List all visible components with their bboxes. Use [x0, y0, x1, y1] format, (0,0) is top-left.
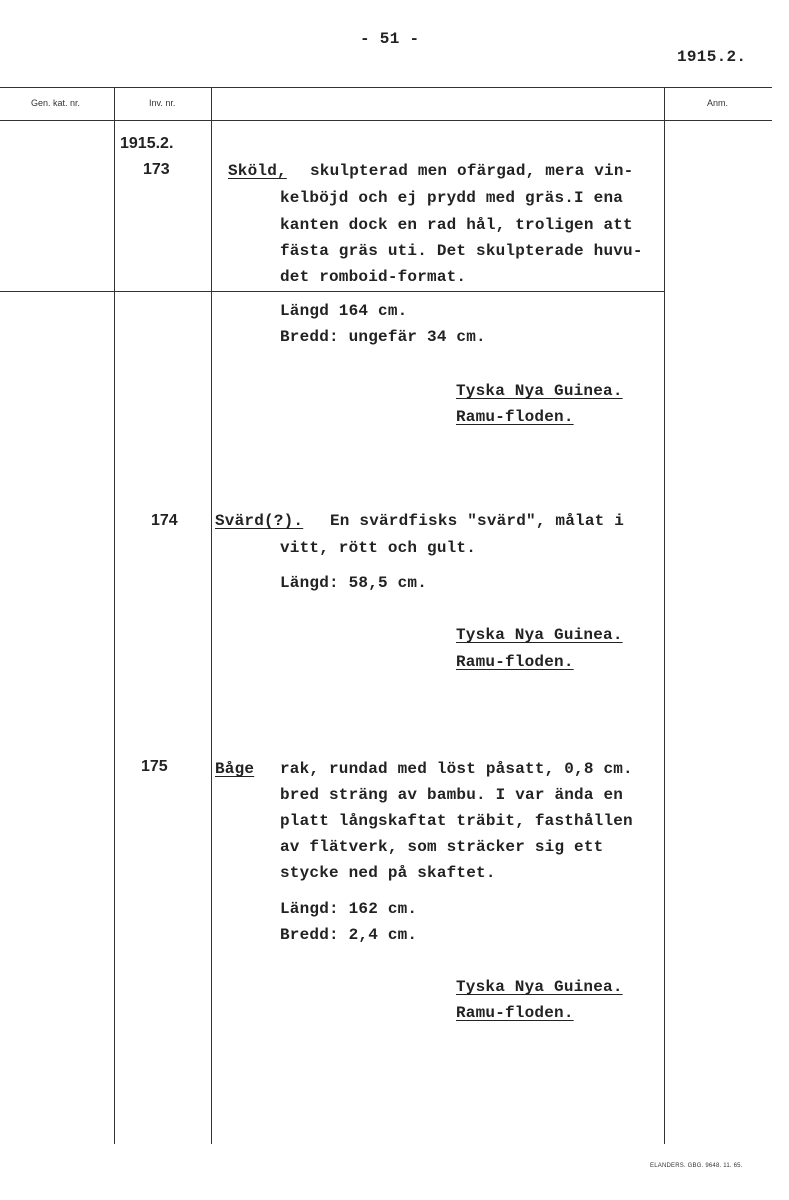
entry-175-line-3: platt långskaftat träbit, fasthållen [280, 812, 633, 830]
column-divider-desc-anm [664, 87, 665, 1144]
entry-173-line-1: skulpterad men ofärgad, mera vin- [310, 162, 634, 180]
entry-173-width: Bredd: ungefär 34 cm. [280, 328, 486, 346]
column-divider-inv-desc [211, 87, 212, 1144]
entry-173-line-4: fästa gräs uti. Det skulpterade huvu- [280, 242, 643, 260]
entry-174-origin-region: Tyska Nya Guinea. [456, 626, 623, 644]
entry-173-year: 1915.2. [120, 135, 174, 152]
header-top-rule [0, 87, 772, 88]
entry-173-line-2: kelböjd och ej prydd med gräs.I ena [280, 189, 624, 207]
entry-173-line-3: kanten dock en rad hål, troligen att [280, 216, 633, 234]
column-header-gen-kat-nr: Gen. kat. nr. [31, 98, 81, 108]
entry-173-number: 173 [143, 161, 170, 178]
catalog-year-header: 1915.2. [677, 48, 747, 66]
printer-mark: ELANDERS. GBG. 9648. 11. 65. [650, 1163, 743, 1169]
entry-174-line-1: En svärdfisks "svärd", målat i [330, 512, 625, 530]
entry-173-title: Sköld, [228, 162, 287, 180]
entry-173-line-5: det romboid-format. [280, 268, 467, 286]
header-bottom-rule [0, 120, 772, 121]
entry-175-origin-region: Tyska Nya Guinea. [456, 978, 623, 996]
entry-173-origin-river: Ramu-floden. [456, 408, 574, 426]
entry-175-line-1: rak, rundad med löst påsatt, 0,8 cm. [280, 760, 633, 778]
column-header-inv-nr: Inv. nr. [149, 98, 176, 108]
column-divider-gen-inv [114, 87, 115, 1144]
entry-175-line-4: av flätverk, som sträcker sig ett [280, 838, 604, 856]
entry-175-title: Båge [215, 760, 255, 778]
entry-174-number: 174 [151, 512, 178, 529]
entry-175-width: Bredd: 2,4 cm. [280, 926, 418, 944]
entry-174-title: Svärd(?). [215, 512, 304, 530]
entry-175-length: Längd: 162 cm. [280, 900, 418, 918]
entry-174-line-2: vitt, rött och gult. [280, 539, 477, 557]
entry-175-number: 175 [141, 758, 168, 775]
entry-175-origin-river: Ramu-floden. [456, 1004, 574, 1022]
entry-173-origin-region: Tyska Nya Guinea. [456, 382, 623, 400]
row-separator-rule [0, 291, 665, 292]
entry-174-length: Längd: 58,5 cm. [280, 574, 428, 592]
entry-173-length: Längd 164 cm. [280, 302, 408, 320]
page-number: - 51 - [360, 30, 420, 48]
entry-175-line-5: stycke ned på skaftet. [280, 864, 496, 882]
entry-175-line-2: bred sträng av bambu. I var ända en [280, 786, 624, 804]
entry-174-origin-river: Ramu-floden. [456, 653, 574, 671]
column-header-anm: Anm. [707, 98, 729, 108]
